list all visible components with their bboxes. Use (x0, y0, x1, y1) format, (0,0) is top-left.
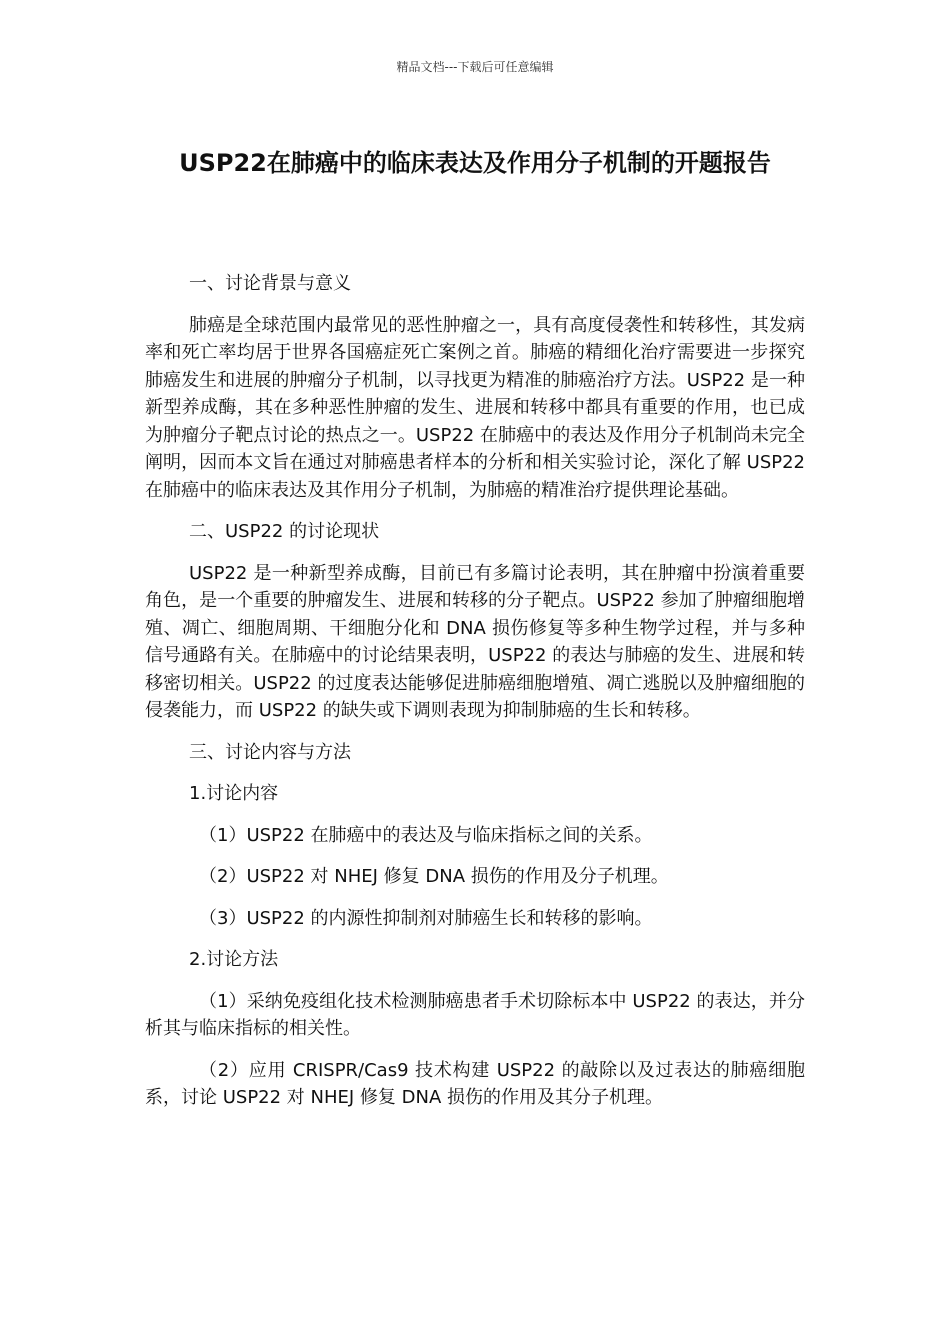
content-item-2: （2）USP22 对 NHEJ 修复 DNA 损伤的作用及分子机理。 (199, 866, 669, 887)
document-body (145, 270, 805, 1126)
method-item-2: （2）应用 CRISPR/Cas9 技术构建 USP22 的敲除以及过表达的肺癌细胞系，讨论 USP22 对 NHEJ 修复 DNA 损伤的作用及其分子机理。 (145, 1059, 805, 1108)
section-heading-methods: 三、讨论内容与方法 (189, 741, 351, 763)
paragraph-background: 肺癌是全球范围内最常见的恶性肿瘤之一，具有高度侵袭性和转移性，其发病率和死亡率均居于世界各国癌症死亡案例之首。肺癌的精细化治疗需要进一步探究肺癌发生和进展的肿瘤分子机制，以寻找更为精准的肺癌治疗方法。USP22 是一种新型养成酶，其在多种恶性肿瘤的发生、进展和转移中都具有重要的作用，也已成为肿瘤分子靶点讨论的热点之一。USP22 在肺癌中的表达及作用分子机制尚未完全阐明，因而本文旨在通过对肺癌患者样本的分析和相关实验讨论，深化了解 USP22 在肺癌中的临床表达及其作用分子机制，为肺癌的精准治疗提供理论基础。 (145, 314, 805, 501)
section-heading-background: 一、讨论背景与意义 (189, 273, 351, 294)
section-heading-status: 二、USP22 的讨论现状 (189, 521, 380, 542)
content-item-3: （3）USP22 的内源性抑制剂对肺癌生长和转移的影响。 (199, 907, 653, 929)
subheading-methods: 2.讨论方法 (189, 949, 279, 970)
subheading-content: 1.讨论内容 (189, 783, 279, 804)
paragraph-status: USP22 是一种新型养成酶，目前已有多篇讨论表明，其在肿瘤中扮演着重要角色，是一个重要的肿瘤发生、进展和转移的分子靶点。USP22 参加了肿瘤细胞增殖、凋亡、细胞周期、干细胞分化和 DNA 损伤修复等多种生物学过程，并与多种信号通路有关。在肺癌中的讨论结果表明，USP22 的表达与肺癌的发生、进展和转移密切相关。USP22 的过度表达能够促进肺癌细胞增殖、凋亡逃脱以及肿瘤细胞的侵袭能力，而 USP22 的缺失或下调则表现为抑制肺癌的生长和转移。 (145, 562, 805, 721)
method-item-1: （1）采纳免疫组化技术检测肺癌患者手术切除标本中 USP22 的表达，并分析其与临床指标的相关性。 (145, 990, 805, 1039)
document-title: USP22在肺癌中的临床表达及作用分子机制的开题报告 (179, 149, 771, 177)
content-item-1: （1）USP22 在肺癌中的表达及与临床指标之间的关系。 (199, 824, 653, 846)
page-header-note: 精品文档---下载后可任意编辑 (396, 60, 554, 74)
